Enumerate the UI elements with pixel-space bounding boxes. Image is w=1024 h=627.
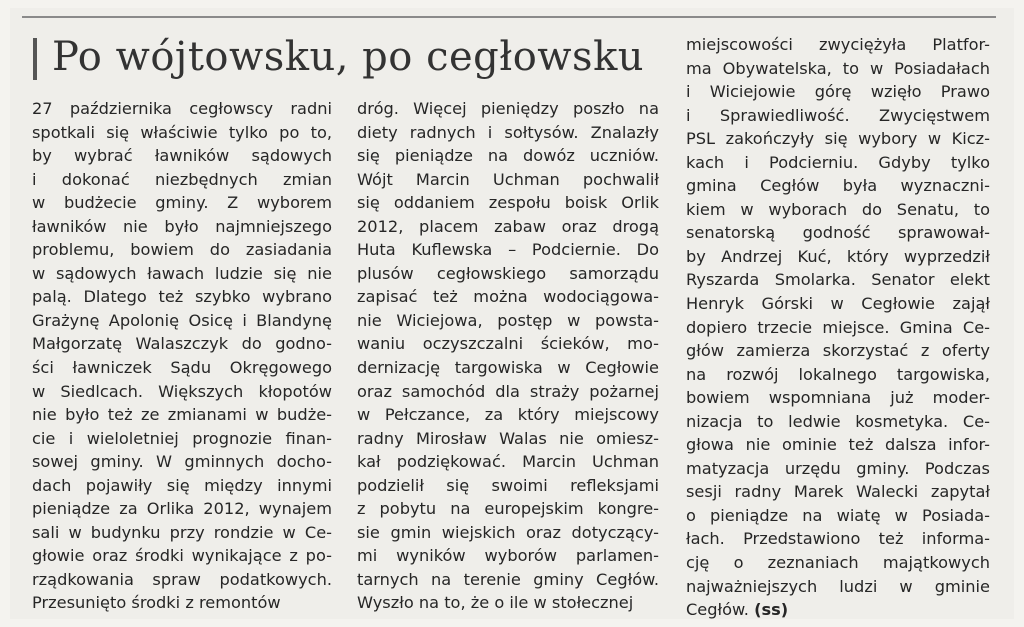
text-line: w Siedlcach. Większych kłopotów xyxy=(32,381,332,401)
text-line: Wyszło na to, że o ile w stołecznej xyxy=(357,593,634,613)
text-line: podzielił się swoimi refleksjami xyxy=(357,475,659,495)
text-line: dopiero trzecie miejsce. Gmina Ce- xyxy=(686,317,990,337)
text-line: rządkowania spraw podatkowych. xyxy=(32,569,332,589)
column-3 xyxy=(686,33,990,622)
text-line: spotkali się właściwie tylko po to, xyxy=(32,122,332,142)
text-line: nie Wiciejowa, postęp w powsta- xyxy=(357,310,659,330)
text-line: się pieniądze na dowóz uczniów. xyxy=(357,146,659,166)
text-line: i Wiciejowie górę wzięło Prawo xyxy=(686,82,990,102)
text-line: dernizację targowiska w Cegłowie xyxy=(357,358,659,378)
text-line: PSL zakończyły się wybory w Kicz- xyxy=(686,129,990,149)
text-line: palą. Dlatego też szybko wybrano xyxy=(32,287,332,307)
text-line: ławników nie było najmniejszego xyxy=(32,216,332,236)
text-line: by wybrać ławników sądowych xyxy=(32,146,332,166)
column-2 xyxy=(357,97,659,615)
text-line: głów zamierza skorzystać z oferty xyxy=(686,341,990,361)
text-line: 2012, placem zabaw oraz drogą xyxy=(357,216,659,236)
text-line: matyzacja urzędu gminy. Podczas xyxy=(686,458,990,478)
text-line: Grażynę Apolonię Osicę i Blandynę xyxy=(32,310,332,330)
text-line: cję o zeznaniach majątkowych xyxy=(686,553,990,573)
column-1 xyxy=(32,97,332,615)
text-line: kiem w wyborach do Senatu, to xyxy=(686,199,990,219)
text-line: cie i wieloletniej prognozie finan- xyxy=(32,428,332,448)
text-line: i dokonać niezbędnych zmian xyxy=(32,169,332,189)
text-line: miejscowości zwyciężyła Platfor- xyxy=(686,35,990,54)
text-line: problemu, bowiem do zasiadania xyxy=(32,240,332,260)
text-line: Cegłów. (ss) xyxy=(686,600,789,620)
text-line: tarnych na terenie gminy Cegłów. xyxy=(357,569,659,589)
text-line: i Sprawiedliwość. Zwycięstwem xyxy=(686,105,990,125)
article-title: Po wójtowsku, po cegłowsku xyxy=(52,34,645,80)
text-line: waniu oczyszczalni ścieków, mo- xyxy=(357,334,659,354)
text-line: Wójt Marcin Uchman pochwalił xyxy=(357,169,659,189)
text-line: sali w budynku przy rondzie w Ce- xyxy=(32,522,332,542)
text-line: nizacja to ledwie kosmetyka. Ce- xyxy=(686,411,990,431)
text-line: plusów cegłowskiego samorządu xyxy=(357,263,659,283)
text-line: diety radnych i sołtysów. Znalazły xyxy=(357,122,659,142)
text-line: z pobytu na europejskim kongre- xyxy=(357,499,659,519)
text-line: w Pełczance, za który miejscowy xyxy=(357,405,659,425)
text-line: mi wyników wyborów parlamen- xyxy=(357,546,659,566)
text-line: o pieniądze na wiatę w Posiada- xyxy=(686,505,990,525)
text-line: ści ławniczek Sądu Okręgowego xyxy=(32,358,332,378)
text-line: Małgorzatę Walaszczyk do godno- xyxy=(32,334,332,354)
text-line: oraz samochód dla straży pożarnej xyxy=(357,381,659,401)
text-line: kach i Podcierniu. Gdyby tylko xyxy=(686,152,990,172)
top-rule xyxy=(22,16,996,18)
text-line: zapisać też można wodociągowa- xyxy=(357,287,659,307)
text-line: na rozwój lokalnego targowiska, xyxy=(686,364,990,384)
text-line: łach. Przedstawiono też informa- xyxy=(686,529,990,549)
text-line: sie gmin wiejskich oraz dotyczący- xyxy=(357,522,659,542)
text-line: dach pojawiły się między innymi xyxy=(32,475,332,495)
text-line: Przesunięto środki z remontów xyxy=(32,593,281,613)
text-line: sowej gminy. W gminnych docho- xyxy=(32,452,332,472)
text-line: kał podziękować. Marcin Uchman xyxy=(357,452,659,472)
text-line: najważniejszych ludzi w gminie xyxy=(686,576,990,596)
text-line: 27 października cegłowscy radni xyxy=(32,99,332,118)
text-line: się oddaniem zespołu boisk Orlik xyxy=(357,193,659,213)
author-signature: (ss) xyxy=(754,600,789,620)
text-line: senatorską godność sprawował- xyxy=(686,223,990,243)
text-line: ma Obywatelska, to w Posiadałach xyxy=(686,58,990,78)
text-line: gmina Cegłów była wyznaczni- xyxy=(686,176,990,196)
title-accent-bar xyxy=(33,38,37,80)
text-line: bowiem wspomniana już moder- xyxy=(686,388,990,408)
text-line: głowa nie ominie też dalsza infor- xyxy=(686,435,990,455)
text-line: Henryk Górski w Cegłowie zajął xyxy=(686,294,990,314)
text-line: dróg. Więcej pieniędzy poszło na xyxy=(357,99,659,118)
text-line: w sądowych ławach ludzie się nie xyxy=(32,263,332,283)
text-line: nie było też ze zmianami w budże- xyxy=(32,405,332,425)
text-line: głowie oraz środki wynikające z po- xyxy=(32,546,332,566)
text-line: sesji radny Marek Walecki zapytał xyxy=(686,482,990,502)
text-line: Ryszarda Smolarka. Senator elekt xyxy=(686,270,990,290)
text-line: by Andrzej Kuć, który wyprzedził xyxy=(686,246,990,266)
text-line: Huta Kuflewska – Podciernie. Do xyxy=(357,240,659,260)
text-line: radny Mirosław Walas nie omiesz- xyxy=(357,428,659,448)
text-line: pieniądze za Orlika 2012, wynajem xyxy=(32,499,332,519)
text-line: w budżecie gminy. Z wyborem xyxy=(32,193,332,213)
